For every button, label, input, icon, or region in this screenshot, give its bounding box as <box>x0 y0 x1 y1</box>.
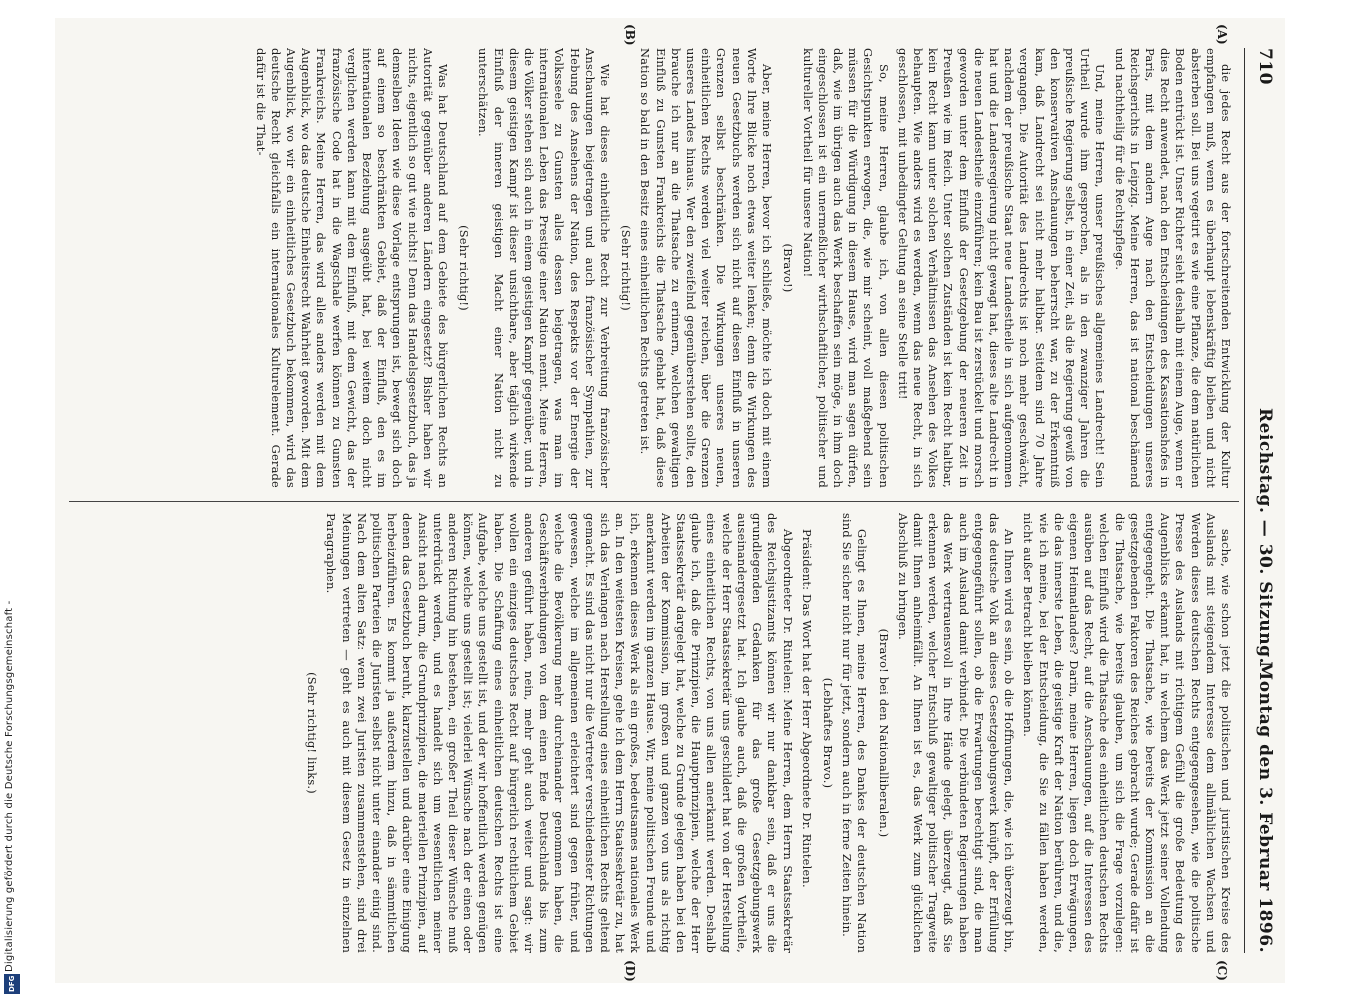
dfg-logo: DFG <box>4 974 20 994</box>
scanned-document-page <box>55 18 1285 983</box>
margin-marker-a: (A) <box>1215 24 1229 45</box>
page-header <box>1247 48 1281 953</box>
speaker-paragraph: Präsident: Das Wort hat der Herr Abgeordnete Dr. Rintelen. <box>799 529 814 888</box>
margin-marker-d: (D) <box>623 960 637 982</box>
margin-marker-b: (B) <box>623 24 637 46</box>
interjection: (Bravo! bei den Nationalliberalen.) <box>876 628 891 838</box>
column-divider <box>69 501 1239 502</box>
paragraph: sache, wie schon jetzt die politischen und juristischen Kreise des Auslands mit steigendem Interesse dem allmählichen Wachsen und Werden dieses deutschen Rechts entgegengesehen, wie die politische Presse des Auslands mit richtigem Gefühl die große Bedeutung des Augenblicks erkannt hat, in welchem das Werk jetzt seiner Vollendung entgegengeht. Die Thatsache, wie bereits der Kommission an die gesetzgebenden Faktoren des Reiches gebracht wurde; Gerade dafür ist die Thatsache, wie bereits glauben, um sich die Frage vorzulegen: welchen Einfluß wird die Thatsache des einheitlichen deutschen Rechts ausüben auf das Recht, auf die Anschauungen, auf die Interessen des eigenen Heimatlandes? Darin, meine Herren, liegen doch Erwägungen, die das innerste Leben, die geistige Kraft der Nation berühren, und die, wie ich meine, bei der Entscheidung, die Sie zu fällen haben werden, nicht außer Betracht bleiben können. <box>1021 513 1233 953</box>
rotated-text-frame <box>55 18 1285 983</box>
page-number: 710 <box>1255 48 1275 85</box>
speaker-paragraph: Abgeordneter Dr. Rintelen: Meine Herren, dem Herrn Staatssekretär des Reichsjustizamts können wir nur dankbar sein, daß er uns die grundlegenden Gedanken für das große Gesetzgebungswerk auseinandergesetzt hat. Ich glaube auch, daß die großen Vortheile, welche der Herr Staatssekretär uns geschildert hat von der Herstellung eines einheitlichen Rechts, von uns allen anerkannt werden. Deshalb glaube ich, daß die Prinzipien, die Hauptprinzipien, welche der Herr Staatssekretär dargelegt hat, welche zu Grunde gelegen haben bei den Arbeiten der Kommission, im großen und ganzen von uns als richtig anerkannt werden im ganzen Hause. Wir, meine politischen Freunde und ich, erkennen dieses Werk als ein großes, bedeutsames nationales Werk an. In den weitesten Kreisen, gehe ich dem Herrn Staatssekretär zu, hat sich das Verlangen nach Herstellung eines einheitlichen Rechts geltend gemacht. Es sind das nicht nur die Vertreter verschiedenster Richtungen gewesen, welche im allgemeinen erleichtert sind gegen früher, und welche die Bevölkerung mehr durcheinander genommen haben, die Geschäftsverbindungen von dem einen Ende Deutschlands bis zum anderen geführt haben, nein, mehr geht auch weiter und sagt: wir wollen ein einziges deutsches Recht auf bürgerlich rechtlichem Gebiet haben. Die Schaffung eines einheitlichen deutschen Rechts ist eine Aufgabe, welche uns gestellt ist, und der wir hoffentlich werden genügen können, welche uns gestellt ist; vielerlei Wünsche nach der einen oder anderen Richtung hin bestehen, ein großer Theil dieser Wünsche muß unterdrückt werden, und es handelt sich um wesentlichen meiner Ansicht nach darum, die Grundprinzipien, die materiellen Prinzipien, auf denen das Gesetzbuch beruht, klarzustellen und darüber eine Einigung herbeizuführen. Es kommt ja außerdem hinzu, daß in sämmtlichen politischen Parteien die Juristen selbst nicht unter einander einig sind. Nach dem alten Satz: wenn zwei Juristen zusammenstehen, sind drei Meinungen vertreten — geht es auch mit diesem Gesetz in einzelnen Paragraphen. <box>324 513 795 953</box>
paragraph: So, meine Herren, glaube ich, von allen diesen politischen Gesichtspunkten erwogen, die, wie mir scheint, voll maßgebend sein müssen für die Würdigung in diesem Hause, wird man sagen dürfen, daß, wie im übrigen auch das Werk beschaffen sein möge, in ihm doch eingeschlossen ist ein unermeßlicher wirthschaftlicher, politischer und kultureller Vortheil für unsere Nation! <box>800 48 891 488</box>
interjection: (Lebhaftes Bravo.) <box>820 677 835 789</box>
session-date: Montag den 3. Februar 1896. <box>1255 661 1275 953</box>
right-column <box>68 513 1233 953</box>
paragraph: Wie hat dieses einheitliche Recht zur Verbreitung französischer Anschauungen beigetragen und auch französischer Sympathien, zur Hebung des Ansehens der Nation, des Respekts vor der Energie der Volksseele zu Gunsten alles dessen beigetragen, was man im internationalen Leben das Prestige einer Nation nennt. Meine Herren, die Völker stehen sich auch in einem geistigen Kampf gegenüber, und in diesem geistigen Kampf ist dieser unsichtbare, aber täglich wirkende Einfluß der inneren geistigen Macht einer Nation nicht zu unterschätzen. <box>476 48 613 488</box>
paragraph: An Ihnen wird es sein, ob die Hoffnungen, die, wie ich überzeugt bin, das deutsche Volk an dieses Gesetzgebungswerk knüpft, der Erfüllung entgegengeführt sollen, ob die Erwartungen berechtigt sind, die man auch im Ausland damit verbindet. Die verbündeten Regierungen haben das Werk vertrauensvoll in Ihre Hände gelegt, überzeugt, daß Sie erkennen werden, welcher Entschluß gewaltiger politischer Tragweite damit Ihnen anheimfällt. An Ihnen ist es, das Werk zum glücklichen Abschluß zu bringen. <box>895 513 1017 953</box>
header-rule <box>1244 48 1245 953</box>
interjection: (Sehr richtig!) <box>619 225 634 311</box>
interjection: (Sehr richtig!) <box>457 225 472 311</box>
left-column <box>68 48 1233 488</box>
paragraph: Aber, meine Herren, bevor ich schließe, möchte ich doch mit einem Worte Ihre Blicke noch etwas weiter lenken; denn die Wirkungen des neuen Gesetzbuchs werden sich nicht auf diesen Einfluß in unseren Grenzen selbst beschränken. Die Wirkungen unseres neuen, einheitlichen Rechts werden viel weiter reichen, über die Grenzen unseres Landes hinaus. Wer den zweifelnd gegenüberstehen sollte, den brauche ich nur an die Thatsache zu erinnern, welchen gewaltigen Einfluß zu Gunsten Frankreichs die Thatsache gehabt hat, daß diese Nation so bald in den Besitz eines einheitlichen Rechts getreten ist. <box>638 48 775 488</box>
margin-marker-c: (C) <box>1215 960 1229 981</box>
interjection: (Bravo!) <box>781 243 796 293</box>
session-title: Reichstag. — 30. Sitzung. <box>1255 408 1275 664</box>
paragraph: die jedes Recht aus der fortschreitenden Entwicklung der Kultur empfangen muß, wenn es überhaupt lebenskräftig bleiben und nicht absterben soll. Bei uns vegetirt es wie eine Pflanze, die dem natürlichen Boden entrückt ist. Unser Richter sieht deshalb mit einem Auge, wenn er dies Recht anwendet, nach den Entscheidungen des Kassationshofes in Paris, mit dem andern Auge nach den Entscheidungen unseres Reichsgerichts in Leipzig. Meine Herren, das ist national beschämend und nachtheilig für die Rechtspflege. <box>1112 48 1233 488</box>
paragraph: Was hat Deutschland auf dem Gebiete des bürgerlichen Rechts an Autorität gegenüber anderen Ländern eingesetzt? Bisher haben wir nichts, eigentlich so gut wie nichts! Denn das Handelsgesetzbuch, das ja demselben Ideen wie diese Vorlage entsprungen ist, bewegt sich doch auf einem so beschränkten Gebiet, daß der Einfluß, den es im internationalen Beziehung ausgeübt hat, bei weitem doch nicht verglichen werden kann mit dem Einfluß, mit dem Gewicht, das der französische Code hat in die Wagschale werfen können zu Gunsten Frankreichs. Meine Herren, das wird alles anders werden mit dem Augenblick, wo das deutsche Einheitsrecht Wahrheit geworden. Mit dem Augenblick, wo wir ein einheitliches Gesetzbuch bekommen, wird das deutsche Recht gleichfalls ein internationales Kulturelement. Gerade dafür ist die That- <box>253 48 451 488</box>
paragraph: Und, meine Herren, unser preußisches allgemeines Landrecht! Sein Urtheil wurde ihm gesprochen, als in den zwanziger Jahren die preußische Regierung selbst, in einer Zeit, als die Regierung gewiß von den konservativen Anschauungen beherrscht war, zu der Erkenntniß kam, daß Landrecht sei nicht mehr haltbar. Seitdem sind 70 Jahre vergangen. Die Autorität des Landrechts ist noch mehr geschwächt, nachdem der preußische Staat neue Landestheile in sich aufgenommen hat und die Landesregierung nicht gewagt hat, dieses alte Landrecht in die neuen Landestheile einzuführen; kein Bau ist zerstückelt und morsch geworden unter dem Einfluß der Gesetzgebung der neueren Zeit in Preußen wie im Reich. Unter solchen Zuständen ist kein Recht haltbar, kein Recht kann unter solchen Verhältnissen das Ansehen des Volkes behaupten. Wie anders wird es werden, wenn das neue Recht, in sich geschlossen, mit unbedingter Geltung an seine Stelle tritt! <box>895 48 1108 488</box>
paragraph: Gelingt es Ihnen, meine Herren, des Dankes der deutschen Nation sind Sie sicher nicht nur für jetzt, sondern auch in ferne Zeiten hinein. <box>840 513 870 953</box>
interjection: (Sehr richtig! links.) <box>305 672 320 794</box>
funding-note: Digitalisierung gefördert durch die Deutsche Forschungsgemeinschaft - <box>4 600 15 972</box>
